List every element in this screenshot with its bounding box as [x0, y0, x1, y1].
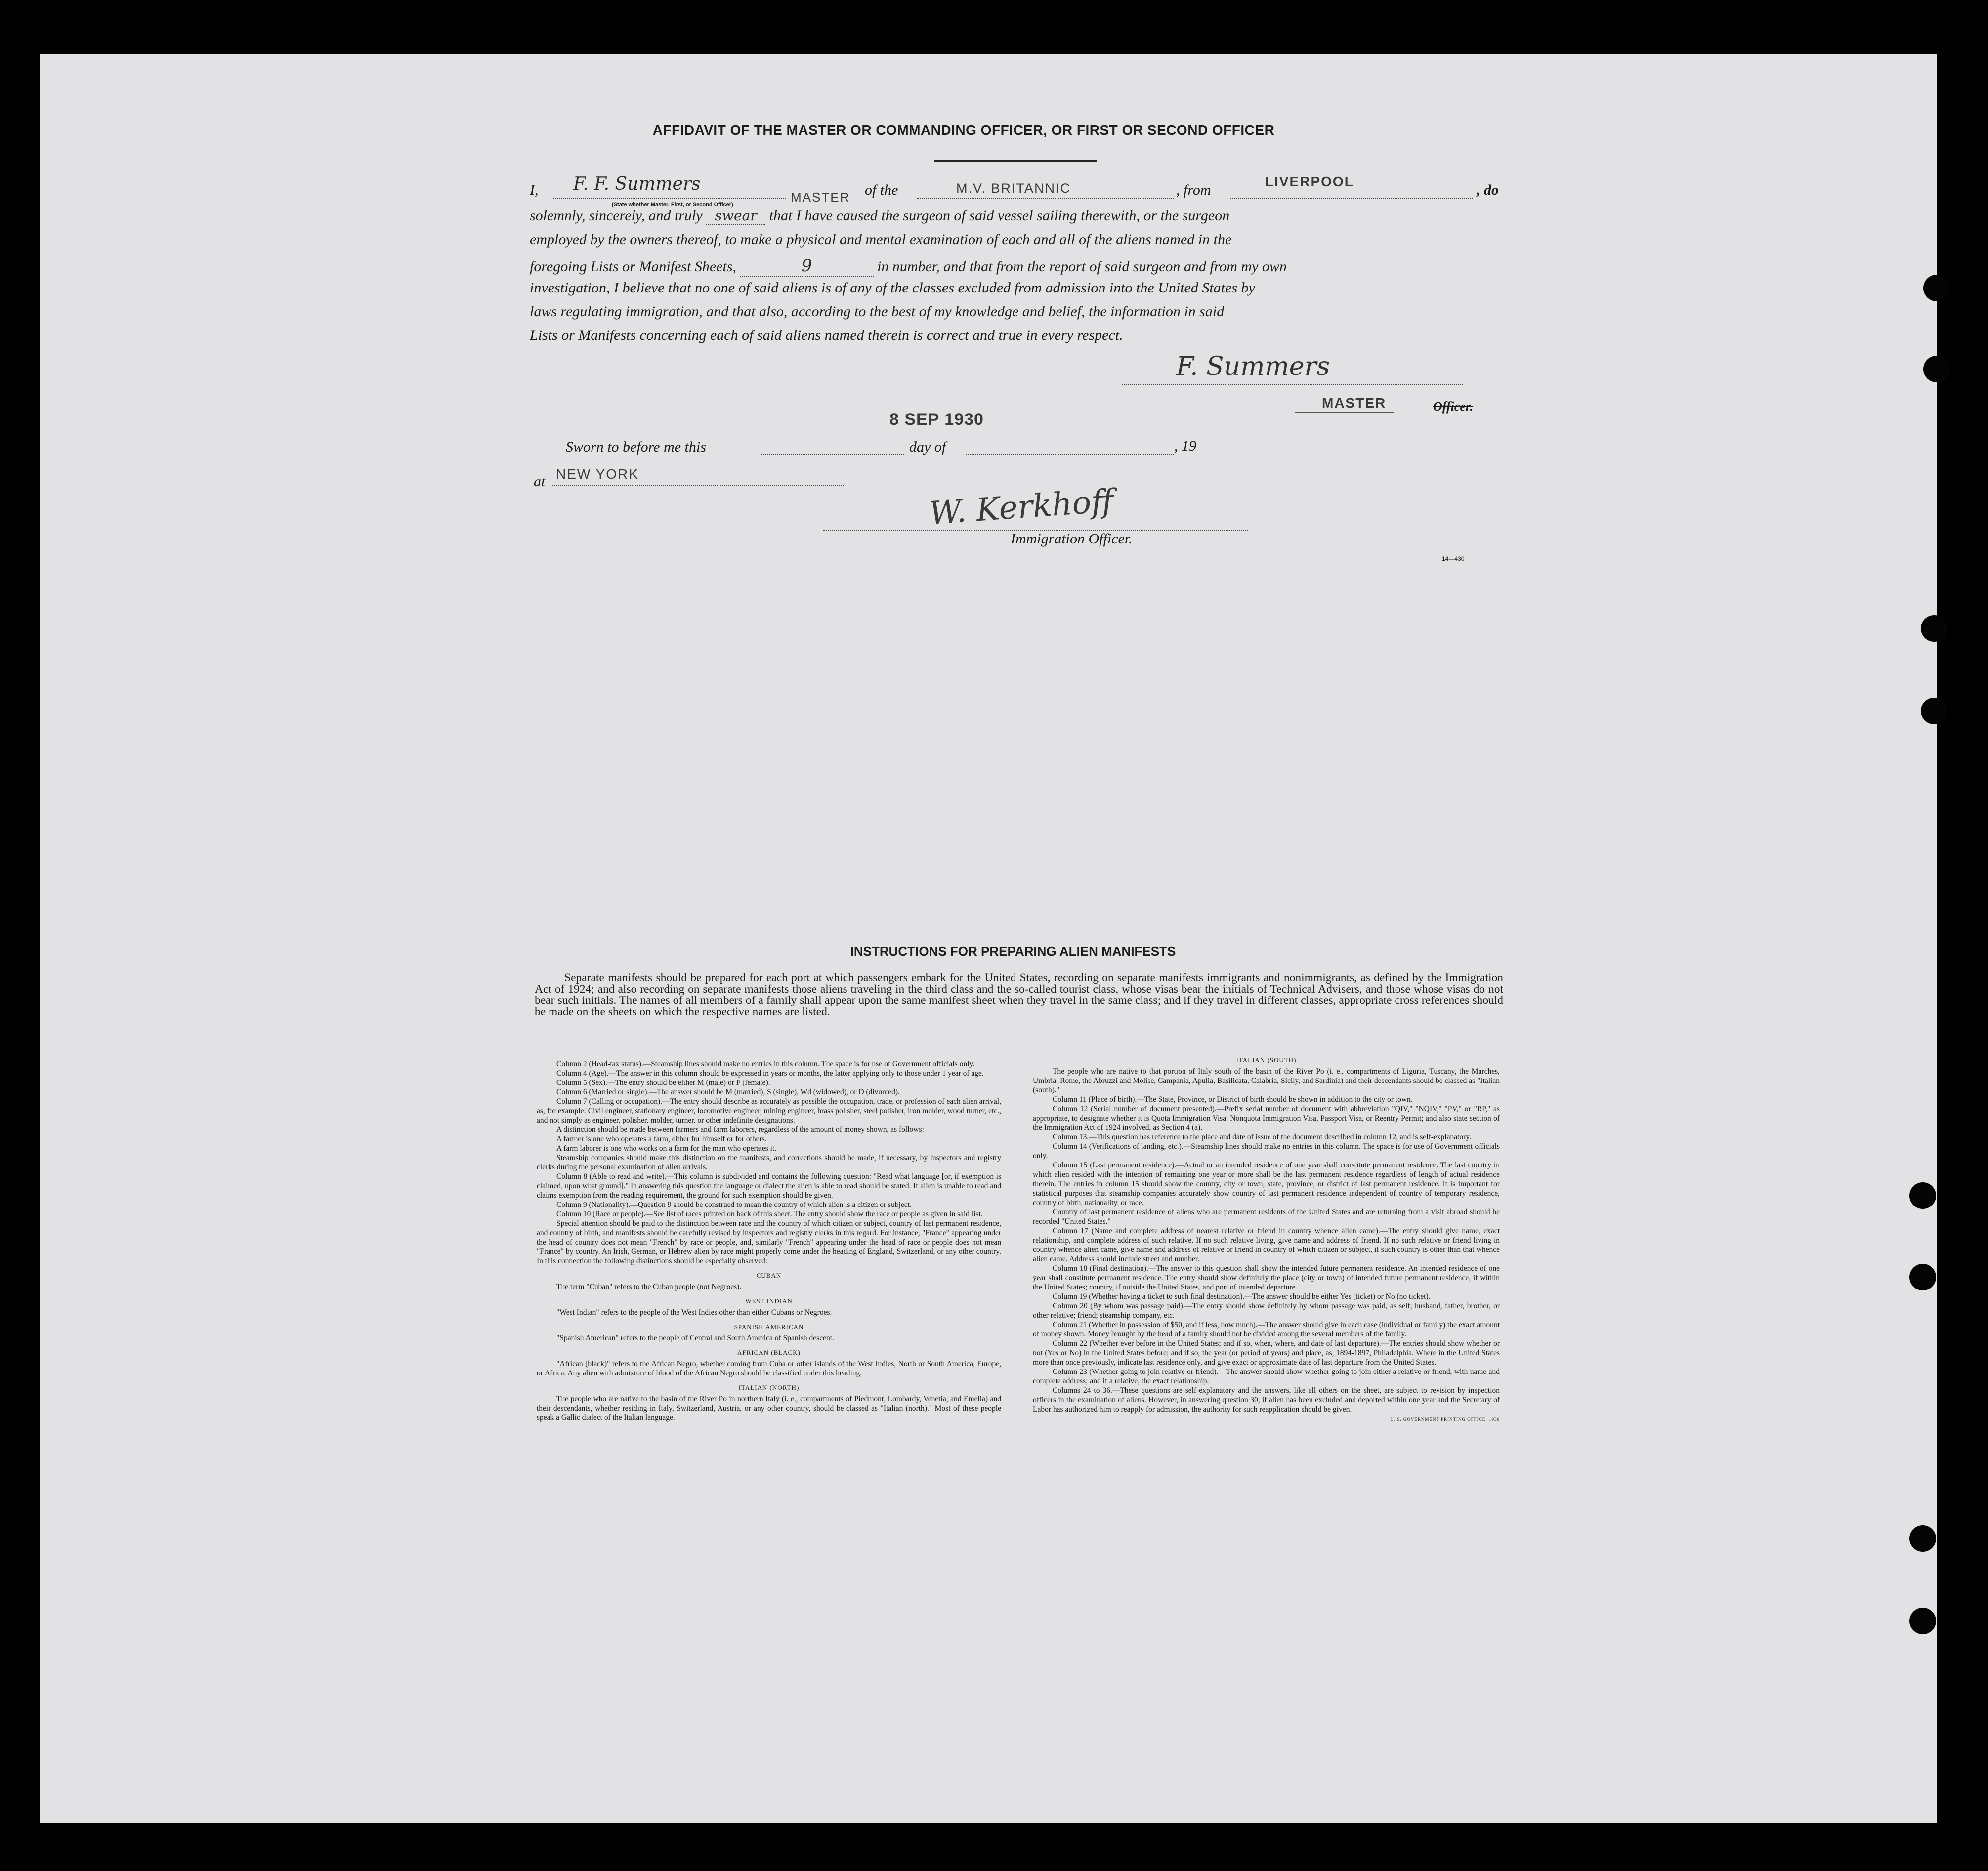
instructions-right-column — [1033, 1055, 1500, 1424]
instruction-paragraph: Column 20 (By whom was passage paid).—The entry should show definitely by whom passage was paid, as self; husband, father, brother, or other relative; friend; steamship company, etc. — [1033, 1302, 1500, 1320]
heading-cuban: CUBAN — [756, 1272, 782, 1279]
binder-hole — [1909, 1608, 1936, 1634]
affidavit-line-3: employed by the owners thereof, to make a physical and mental examination of each and all of the aliens named in the — [530, 231, 1232, 248]
instructions-title: INSTRUCTIONS FOR PREPARING ALIEN MANIFESTS — [850, 944, 1176, 958]
instruction-paragraph: Column 7 (Calling or occupation).—The entry should describe as accurately as possible the occupation, trade, or profession of each alien arrival, as, for example: Civil engineer, stationary engineer, locomotive engineer, mining engineer, brass polisher, steel polisher, iron molder, wood turner, etc., and not simply as engineer, polisher, molder, turner, or other indefinite designations. — [537, 1097, 1001, 1124]
binder-hole — [1921, 615, 1947, 642]
instruction-paragraph: Column 17 (Name and complete address of nearest relative or friend in country whence alien came).—The entry should give name, exact relationship, and complete address of such relative. If no such relative living, give name and address of friend. If no such relative or friend living in country whence alien came, give name and address of relative or friend in country of which citizen or subject, if such country is other than that whence alien came. Address should include street and number. — [1033, 1227, 1500, 1263]
instruction-paragraph: Country of last permanent residence of aliens who are permanent residents of the United States and are returning from a visit abroad should be recorded "United States." — [1033, 1208, 1500, 1226]
state-note: (State whether Master, First, or Second Officer) — [612, 202, 733, 208]
text-foregoing: foregoing Lists or Manifest Sheets, — [530, 258, 737, 275]
binder-hole — [1909, 1264, 1936, 1290]
instruction-paragraph: A distinction should be made between farmers and farm laborers, regardless of the amount of money shown, as follows: — [556, 1125, 924, 1134]
date-stamp: 8 SEP 1930 — [889, 410, 984, 429]
form-number: 14—430 — [1442, 555, 1465, 562]
binder-hole — [1909, 1182, 1936, 1209]
binder-hole — [1909, 1525, 1936, 1552]
text-of-the: of the — [865, 182, 898, 198]
year-text: , 19 — [1174, 438, 1196, 454]
instruction-paragraph: "West Indian" refers to the people of the West Indies other than either Cubans or Negroes. — [556, 1308, 832, 1317]
port-name: LIVERPOOL — [1265, 174, 1354, 189]
instruction-paragraph: Column 2 (Head-tax status).—Steamship lines should make no entries in this column. The space is for use of Government officials only. — [556, 1060, 975, 1068]
rank-stamp: MASTER — [791, 190, 850, 205]
instruction-paragraph: "Spanish American" refers to the people of Central and South America of Spanish descent. — [556, 1334, 834, 1342]
affidavit-line-4 — [530, 256, 1287, 277]
affidavit-line-7: Lists or Manifests concerning each of said aliens named therein is correct and true in every respect. — [530, 327, 1123, 343]
instruction-paragraph: A farm laborer is one who works on a farm for the man who operates it. — [556, 1144, 777, 1153]
instruction-paragraph: The people who are native to that portion of Italy south of the basin of the River Po (i. e., compartments of Liguria, Tuscany, the Marches, Umbria, Rome, the Abruzzi and Molise, Campania, Apulia, Basilicata, Calabria, Sicily, and Sardinia) and their descendants should be classed as "Italian (south)." — [1033, 1067, 1500, 1094]
master-signature: F. Summers — [1176, 352, 1330, 381]
instruction-paragraph: Steamship companies should make this distinction on the manifests, and corrections should be made, if necessary, by inspectors and registry clerks during the personal examination of alien arrivals. — [537, 1154, 1001, 1171]
printer-imprint: U. S. GOVERNMENT PRINTING OFFICE: 1930 — [1390, 1417, 1500, 1422]
instruction-paragraph: Column 8 (Able to read and write).—This column is subdivided and contains the following question: "Read what language [or, if exemption is claimed, upon what ground]." In answering this question the language or dialect the alien is able to read should be stated. If alien is unable to read and claims exemption from the reading requirement, the ground for such exemption should be given. — [537, 1172, 1001, 1200]
instruction-paragraph: Column 11 (Place of birth).—The State, Province, or District of birth should be shown in addition to the city or town. — [1053, 1095, 1413, 1104]
instruction-paragraph: Column 12 (Serial number of document presented).—Prefix serial number of document with abbreviation "QIV," "NQIV," "PV," or "RP," as appropriate, to designate whether it is Quota Immigration Visa, Nonquota Immigration Visa, Passport Visa, or Reentry Permit; and also state section of the Immigration Act of 1924 involved, as Section 4 (a). — [1033, 1105, 1500, 1132]
day-of-text: day of — [909, 439, 946, 455]
instruction-paragraph: Column 4 (Age).—The answer in this column should be expressed in years or months, the latter applying only to those under 1 year of age. — [556, 1069, 984, 1078]
day-blank — [761, 454, 904, 455]
binder-hole — [1921, 698, 1947, 724]
rank-rule — [1295, 412, 1394, 413]
handwritten-name: F. F. Summers — [573, 174, 701, 194]
at-text: at — [534, 473, 546, 490]
instruction-paragraph: The term "Cuban" refers to the Cuban people (not Negroes). — [556, 1283, 742, 1291]
text-i: I, — [530, 182, 539, 198]
affidavit-line-6: laws regulating immigration, and that also, according to the best of my knowledge and belief, the information in said — [530, 303, 1225, 320]
signature-blank — [1122, 384, 1463, 385]
instruction-paragraph: Column 14 (Verifications of landing, etc.).—Steamship lines should make no entries in this column. The space is for use of Government officials only. — [1033, 1142, 1500, 1160]
instruction-paragraph: Column 22 (Whether ever before in the United States; and if so, when, where, and date of last departure).—The entries should show whether or not (Yes or No) in the United States before; and if so, the year (or period of years) and place, as, 1894-1897, Philadelphia. Where in the United States more than once previously, indicate last residence only, and give exact or approximate date of last departure from the United States. — [1033, 1339, 1500, 1367]
immigration-officer-label: Immigration Officer. — [1011, 531, 1133, 547]
instruction-paragraph: Column 21 (Whether in possession of $50, and if less, how much).—The answer should give in each case (individual or family) the exact amount of money shown. Money brought by the head of a family should not be divided among the several members of the family. — [1033, 1321, 1500, 1338]
binder-hole — [1923, 356, 1950, 382]
signature-rank-stamp: MASTER — [1322, 395, 1387, 411]
text-surgeon: that I have caused the surgeon of said vessel sailing therewith, or the surgeon — [769, 208, 1230, 224]
month-blank — [966, 454, 1174, 455]
port-blank — [1230, 198, 1473, 199]
text-from: , from — [1176, 182, 1211, 198]
instruction-paragraph: "African (black)" refers to the African Negro, whether coming from Cuba or other islands of the West Indies, North or South America, Europe, or Africa. Any alien with admixture of blood of the African Negro should be classified under this heading. — [537, 1360, 1001, 1377]
heading-italian-north: ITALIAN (NORTH) — [738, 1384, 800, 1391]
heading-african: AFRICAN (BLACK) — [737, 1349, 801, 1356]
handwritten-sheet-count: 9 — [740, 256, 874, 277]
affidavit-line-1 — [530, 182, 539, 199]
affidavit-line-2 — [530, 208, 1229, 225]
instruction-paragraph: Special attention should be paid to the distinction between race and the country of which citizen or subject, country of last permanent residence, and country of birth, and manifests should be carefully revised by inspectors and registry clerks in this regard. For instance, "France" appearing under the head of country does not mean "French" by race or people, and, similarly "French" appearing under the head of race or people does not mean "France" by country. An Irish, German, or Hebrew alien by race might properly come under the heading of England, Switzerland, or any other country. In this connection the following distinctions should be especially observed: — [537, 1219, 1001, 1265]
text-in-number: in number, and that from the report of said surgeon and from my own — [877, 258, 1287, 275]
heading-italian-south: ITALIAN (SOUTH) — [1236, 1056, 1297, 1064]
place-blank — [552, 485, 844, 486]
vessel-blank — [917, 198, 1174, 199]
officer-label: Officer. — [1433, 399, 1474, 414]
instruction-paragraph: Column 9 (Nationality).—Question 9 should be construed to mean the country of which alien is a citizen or subject. — [556, 1201, 912, 1209]
text-solemnly: solemnly, sincerely, and truly — [530, 208, 703, 224]
instruction-paragraph: The people who are native to the basin of the River Po in northern Italy (i. e., compartments of Piedmont, Lombardy, Venetia, and Emelia) and their descendants, whether residing in Italy, Switzerland, Austria, or any other country, should be classed as "Italian (north)." Most of these people speak a Gallic dialect of the Italian language. — [537, 1395, 1001, 1422]
instruction-paragraph: Column 18 (Final destination).—The answer to this question shall show the intended future permanent residence. An intended residence of one year shall constitute permanent residence. The entry should show definitely the place (city or town) of intended future permanent residence, if within the United States; country, if outside the United States, and port of intended departure. — [1033, 1264, 1500, 1291]
vessel-name: M.V. BRITANNIC — [956, 181, 1071, 196]
place-name: NEW YORK — [556, 466, 639, 482]
instruction-paragraph: Column 19 (Whether having a ticket to such final destination).—The answer should be either Yes (ticket) or No (no ticket). — [1053, 1292, 1431, 1301]
instruction-paragraph: Column 13.—This question has reference to the place and date of issue of the document described in column 12, and is self-explanatory. — [1053, 1133, 1471, 1141]
instruction-paragraph: Column 10 (Race or people).—See list of races printed on back of this sheet. The entry should show the race or people as given in said list. — [556, 1210, 983, 1218]
title-rule — [934, 160, 1097, 162]
instruction-paragraph: Column 23 (Whether going to join relative or friend).—The answer should show whether going to join either a relative or friend, with name and complete address; and if a relative, the exact relationship. — [1033, 1368, 1500, 1385]
instruction-paragraph: Column 5 (Sex).—The entry should be either M (male) or F (female). — [556, 1079, 770, 1087]
instruction-paragraph: Columns 24 to 36.—These questions are self-explanatory and the answers, like all others on the sheet, are subject to revision by inspection officers in the examination of aliens. However, in answering question 30, if alien has been excluded and deported within one year and the Secretary of Labor has authorized him to reapply for admission, the authority for such reapplication should be given. — [1033, 1386, 1500, 1414]
immigration-officer-signature: W. Kerkhoff — [928, 483, 1115, 532]
instructions-left-column — [537, 1059, 1001, 1422]
instruction-paragraph: Column 15 (Last permanent residence).—Actual or an intended residence of one year shall constitute permanent residence. The last country in which alien resided with the intention of remaining one year or more shall be the last permanent residence regardless of length of actual residence therein. The entries in column 15 should show the country, city or town, state, province, or district of last permanent residence. It is important for statistical purposes that steamship companies accurately show country of last permanent residence independent of country of temporary residence, country of birth, nationality, or race. — [1033, 1161, 1500, 1207]
heading-spanish-american: SPANISH AMERICAN — [734, 1323, 804, 1330]
text-do: , do — [1477, 182, 1499, 198]
heading-west-indian: WEST INDIAN — [745, 1297, 793, 1305]
instructions-intro: Separate manifests should be prepared for each port at which passengers embark for the United States, recording on separate manifests immigrants and nonimmigrants, as defined by the Immigration Act of 1924; and also recording on separate manifests those aliens traveling in the third class and the so-called tourist class, whose visas bear the initials of Technical Advisers, and those whose visas do not bear such initials. The names of all members of a family shall appear upon the same manifest sheet when they travel in the same class; and if they travel in different classes, appropriate cross references should be made on the sheets on which the respective names are listed. — [535, 971, 1503, 1018]
instruction-paragraph: A farmer is one who operates a farm, either for himself or for others. — [556, 1135, 767, 1143]
sworn-text: Sworn to before me this — [566, 439, 706, 455]
instruction-paragraph: Column 6 (Married or single).—The answer should be M (married), S (single), Wd (widowed), or D (divorced). — [556, 1088, 900, 1096]
binder-hole — [1923, 275, 1950, 301]
name-blank — [553, 198, 786, 199]
handwritten-oath: swear — [706, 208, 765, 225]
affidavit-title: AFFIDAVIT OF THE MASTER OR COMMANDING OFFICER, OR FIRST OR SECOND OFFICER — [652, 123, 1275, 138]
affidavit-line-5: investigation, I believe that no one of said aliens is of any of the classes excluded from admission into the United States by — [530, 280, 1255, 296]
